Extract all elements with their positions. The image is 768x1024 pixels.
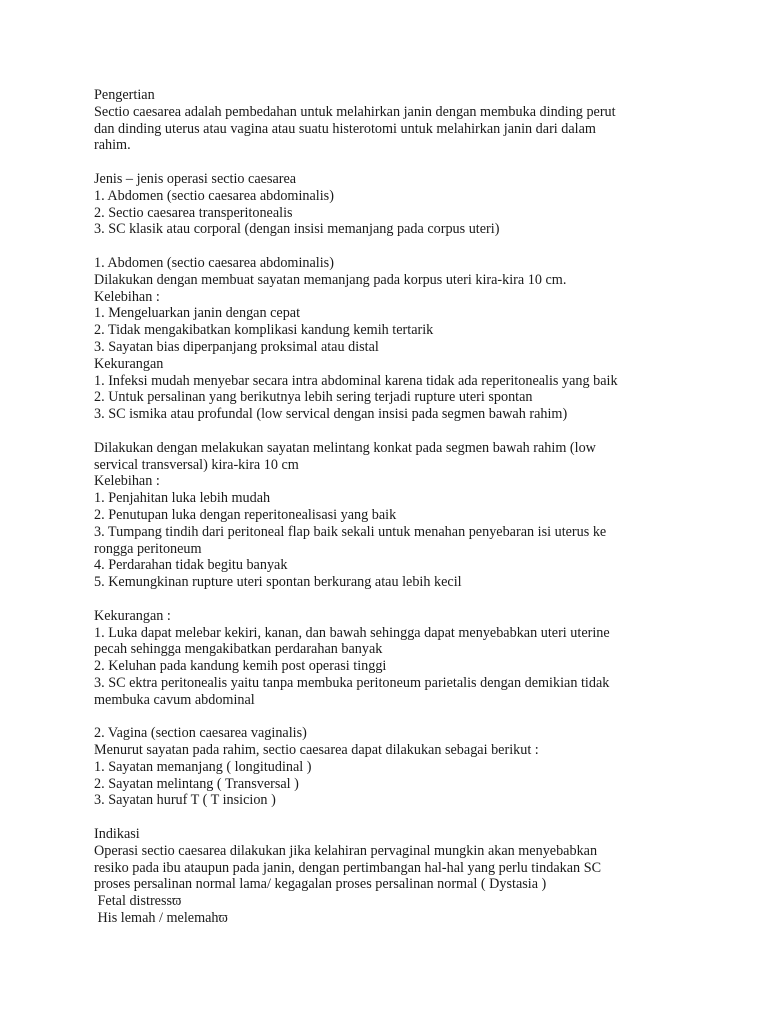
- abdomen-kelebihan-item: 2. Tidak mengakibatkan komplikasi kandung kemih tertarik: [94, 322, 434, 339]
- blank-line: [94, 591, 674, 608]
- abdomen-kekurangan-item: 2. Untuk persalinan yang berikutnya lebih sering terjadi rupture uteri spontan: [94, 389, 533, 406]
- pengertian-line: dan dinding uterus atau vagina atau suatu histerotomi untuk melahirkan janin dari dalam: [94, 120, 596, 137]
- blank-line: [94, 423, 674, 440]
- vagina-item: 1. Sayatan memanjang ( longitudinal ): [94, 758, 312, 775]
- ismika-kelebihan-item: 5. Kemungkinan rupture uteri spontan berkurang atau lebih kecil: [94, 574, 462, 591]
- blank-line: [94, 708, 674, 725]
- heading-pengertian: Pengertian: [94, 87, 155, 103]
- document-page: [94, 87, 674, 927]
- abdomen-kekurangan-item: 3. SC ismika atau profundal (low servical dengan insisi pada segmen bawah rahim): [94, 406, 568, 423]
- vagina-item: 3. Sayatan huruf T ( T insicion ): [94, 792, 276, 809]
- ismika-kekurangan-item: 3. SC ektra peritonealis yaitu tanpa membuka peritoneum parietalis dengan demikian tidak: [94, 674, 610, 691]
- indikasi-line: Fetal distressϖ: [94, 893, 182, 910]
- blank-line: [94, 809, 674, 826]
- indikasi-line: resiko pada ibu ataupun pada janin, dengan pertimbangan hal-hal yang perlu tindakan SC: [94, 859, 602, 876]
- vagina-item: 2. Sayatan melintang ( Transversal ): [94, 775, 299, 792]
- ismika-kelebihan-item: rongga peritoneum: [94, 540, 202, 557]
- ismika-kelebihan-item: 2. Penutupan luka dengan reperitonealisasi yang baik: [94, 506, 397, 523]
- abdomen-kekurangan-label: Kekurangan: [94, 355, 164, 372]
- ismika-description: servical transversal) kira-kira 10 cm: [94, 456, 299, 473]
- indikasi-line: proses persalinan normal lama/ kegagalan proses persalinan normal ( Dystasia ): [94, 876, 547, 893]
- abdomen-kekurangan-item: 1. Infeksi mudah menyebar secara intra abdominal karena tidak ada reperitonealis yang baik: [94, 372, 618, 389]
- heading-indikasi: Indikasi: [94, 826, 140, 843]
- heading-vagina: 2. Vagina (section caesarea vaginalis): [94, 725, 307, 742]
- jenis-item: 1. Abdomen (sectio caesarea abdominalis): [94, 187, 334, 204]
- ismika-kelebihan-label: Kelebihan :: [94, 473, 160, 490]
- ismika-kelebihan-item: 3. Tumpang tindih dari peritoneal flap baik sekali untuk menahan penyebaran isi uterus ke: [94, 523, 607, 540]
- blank-line: [94, 154, 674, 171]
- vagina-intro: Menurut sayatan pada rahim, sectio caesarea dapat dilakukan sebagai berikut :: [94, 742, 539, 759]
- pengertian-line: rahim.: [94, 137, 131, 154]
- indikasi-line: Operasi sectio caesarea dilakukan jika kelahiran pervaginal mungkin akan menyebabkan: [94, 842, 598, 859]
- heading-jenis: Jenis – jenis operasi sectio caesarea: [94, 170, 297, 187]
- ismika-kekurangan-item: 1. Luka dapat melebar kekiri, kanan, dan bawah sehingga dapat menyebabkan uteri uterine: [94, 624, 610, 641]
- jenis-item: 3. SC klasik atau corporal (dengan insisi memanjang pada corpus uteri): [94, 221, 500, 238]
- ismika-kekurangan-item: 2. Keluhan pada kandung kemih post operasi tinggi: [94, 658, 387, 675]
- indikasi-line: His lemah / melemahϖ: [94, 910, 228, 927]
- jenis-item: 2. Sectio caesarea transperitonealis: [94, 204, 293, 221]
- pengertian-line: Sectio caesarea adalah pembedahan untuk melahirkan janin dengan membuka dinding perut: [94, 103, 616, 120]
- abdomen-description: Dilakukan dengan membuat sayatan memanjang pada korpus uteri kira-kira 10 cm.: [94, 271, 567, 288]
- blank-line: [94, 238, 674, 255]
- ismika-kekurangan-label: Kekurangan :: [94, 607, 171, 624]
- ismika-kekurangan-item: pecah sehingga mengakibatkan perdarahan banyak: [94, 641, 383, 658]
- ismika-description: Dilakukan dengan melakukan sayatan melintang konkat pada segmen bawah rahim (low: [94, 439, 596, 456]
- ismika-kelebihan-item: 1. Penjahitan luka lebih mudah: [94, 490, 271, 507]
- ismika-kelebihan-item: 4. Perdarahan tidak begitu banyak: [94, 557, 288, 574]
- abdomen-kelebihan-item: 3. Sayatan bias diperpanjang proksimal atau distal: [94, 338, 379, 355]
- abdomen-kelebihan-label: Kelebihan :: [94, 288, 160, 305]
- heading-abdomen: 1. Abdomen (sectio caesarea abdominalis): [94, 254, 334, 271]
- abdomen-kelebihan-item: 1. Mengeluarkan janin dengan cepat: [94, 305, 301, 322]
- ismika-kekurangan-item: membuka cavum abdominal: [94, 691, 255, 708]
